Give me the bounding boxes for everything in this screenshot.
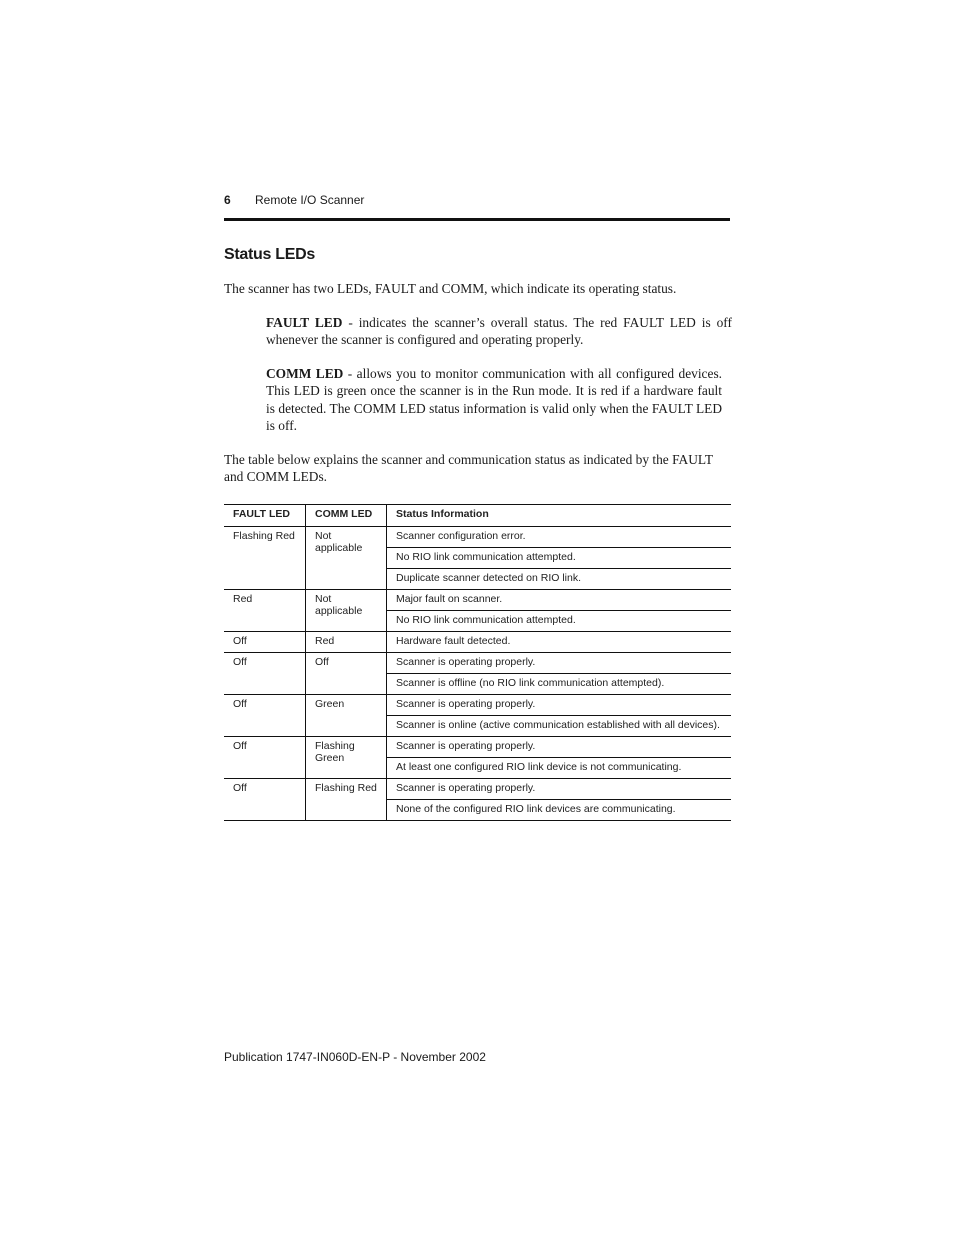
running-title: Remote I/O Scanner: [255, 193, 365, 207]
comm-led-cell: Not applicable: [306, 590, 387, 632]
comm-led-description: [266, 365, 722, 434]
header-comm-led: COMM LED: [306, 505, 387, 527]
status-information-cell: Scanner is operating properly.: [387, 695, 732, 716]
header-fault-led: FAULT LED: [224, 505, 306, 527]
comm-led-cell: Green: [306, 695, 387, 737]
fault-led-text: - indicates the scanner’s overall status. The red FAULT LED is off whenever the scanner is configured and operating properly.: [266, 315, 732, 348]
table-row: [224, 695, 731, 716]
status-information-cell: No RIO link communication attempted.: [387, 611, 732, 632]
status-information-cell: Scanner is offline (no RIO link communication attempted).: [387, 674, 732, 695]
comm-led-cell: Red: [306, 632, 387, 653]
header-status-information: Status Information: [387, 505, 732, 527]
status-information-cell: Scanner is operating properly.: [387, 653, 732, 674]
comm-led-cell: Flashing Red: [306, 779, 387, 821]
table-row: [224, 590, 731, 611]
status-information-cell: At least one configured RIO link device is not communicating.: [387, 758, 732, 779]
running-header: [224, 192, 730, 221]
table-row: [224, 653, 731, 674]
fault-led-term: FAULT LED: [266, 315, 343, 330]
fault-led-cell: Off: [224, 737, 306, 779]
table-row: [224, 737, 731, 758]
fault-led-cell: Off: [224, 632, 306, 653]
table-header-row: [224, 505, 731, 527]
intro-paragraph: The scanner has two LEDs, FAULT and COMM, which indicate its operating status.: [224, 281, 677, 296]
table-row: [224, 527, 731, 548]
status-information-cell: Scanner is online (active communication established with all devices).: [387, 716, 732, 737]
section-title: Status LEDs: [224, 246, 315, 263]
fault-led-cell: Flashing Red: [224, 527, 306, 590]
fault-led-description: [266, 314, 732, 349]
status-information-cell: Scanner is operating properly.: [387, 737, 732, 758]
fault-led-cell: Off: [224, 695, 306, 737]
table-row: [224, 779, 731, 800]
comm-led-text: - allows you to monitor communication with all configured devices. This LED is green once the scanner is in the Run mode. It is red if a hardware fault is detected. The COMM LED status information is valid only when the FAULT LED is off.: [266, 366, 723, 433]
fault-led-cell: Red: [224, 590, 306, 632]
status-information-cell: Duplicate scanner detected on RIO link.: [387, 569, 732, 590]
table-intro-paragraph: The table below explains the scanner and communication status as indicated by the FAULT and COMM LEDs.: [224, 452, 713, 485]
publication-footer: Publication 1747-IN060D-EN-P - November 2002: [224, 1050, 486, 1064]
fault-led-cell: Off: [224, 779, 306, 821]
status-information-cell: None of the configured RIO link devices are communicating.: [387, 800, 732, 821]
comm-led-term: COMM LED: [266, 366, 344, 381]
fault-led-cell: Off: [224, 653, 306, 695]
status-information-cell: Scanner configuration error.: [387, 527, 732, 548]
comm-led-cell: Flashing Green: [306, 737, 387, 779]
table-row: [224, 632, 731, 653]
comm-led-cell: Off: [306, 653, 387, 695]
comm-led-cell: Not applicable: [306, 527, 387, 590]
status-information-cell: Major fault on scanner.: [387, 590, 732, 611]
table-body: [224, 527, 731, 821]
led-status-table: [224, 504, 731, 821]
status-information-cell: Scanner is operating properly.: [387, 779, 732, 800]
status-information-cell: No RIO link communication attempted.: [387, 548, 732, 569]
status-information-cell: Hardware fault detected.: [387, 632, 732, 653]
page-number: 6: [224, 193, 231, 207]
